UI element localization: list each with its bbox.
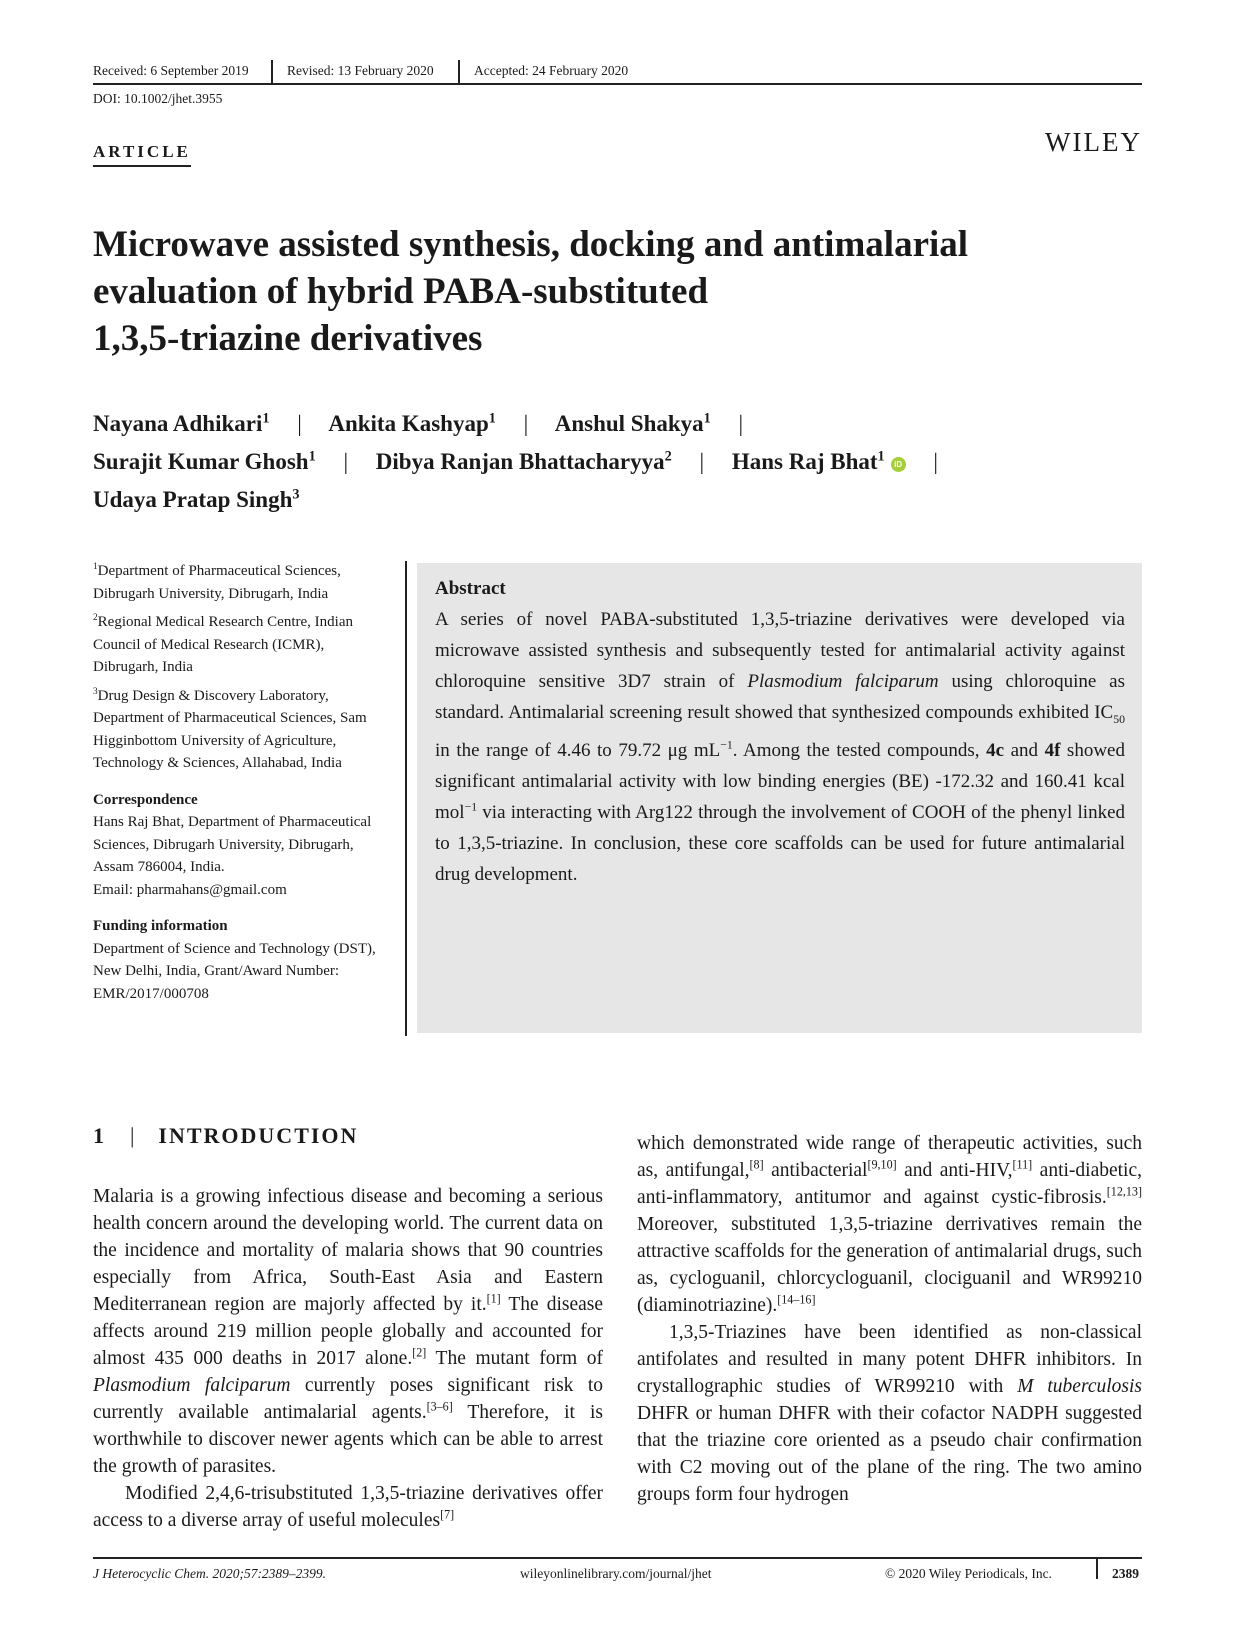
author-separator: | xyxy=(523,411,529,436)
header-rule xyxy=(93,83,1142,85)
article-title xyxy=(93,221,1143,362)
abstract-heading: Abstract xyxy=(435,578,506,599)
column-divider xyxy=(405,561,407,1036)
funding-text: Department of Science and Technology (DST), New Delhi, India, Grant/Award Number: EMR/2017/000708 xyxy=(93,940,376,1002)
footer-divider xyxy=(1096,1557,1098,1579)
citation-link[interactable]: [12,13] xyxy=(1106,1184,1142,1199)
affiliation: $^2$Regional Medical Research Centre, Indian Council of Medical Research (ICMR), Dibrugarh, India xyxy=(93,613,353,675)
orcid-icon[interactable]: iD xyxy=(891,457,906,472)
revised-date: Revised: 13 February 2020 xyxy=(287,63,434,78)
citation-link[interactable]: [3–6] xyxy=(426,1399,453,1414)
author-separator: | xyxy=(297,411,302,436)
paragraph: Modified 2,4,6-trisubstituted 1,3,5-triazine derivatives offer access to a diverse array of useful molecules[7] xyxy=(93,1483,603,1531)
funding-heading: Funding information xyxy=(93,918,228,934)
affiliation-marker: 1 xyxy=(877,448,885,465)
affiliations-column xyxy=(93,560,391,1005)
author-name[interactable]: Ankita Kashyap xyxy=(328,411,489,436)
author-separator: | xyxy=(933,449,939,474)
citation-link[interactable]: [8] xyxy=(749,1157,764,1172)
correspondence-heading: Correspondence xyxy=(93,791,198,808)
affiliation: $^3$Drug Design & Discovery Laboratory, Department of Pharmaceutical Sciences, Sam Higginbottom University of Agriculture, Technology & Sciences, Allahabad, India xyxy=(93,686,367,771)
title-line: Microwave assisted synthesis, docking and antimalarial xyxy=(93,224,969,265)
affiliation-marker: 1 xyxy=(262,410,270,427)
accepted-date: Accepted: 24 February 2020 xyxy=(474,63,629,78)
divider xyxy=(271,60,273,84)
affiliation-marker: 2 xyxy=(664,448,672,465)
correspondence-text: Hans Raj Bhat, Department of Pharmaceutical Sciences, Dibrugarh University, Dibrugarh, Assam 786004, India. xyxy=(93,814,372,875)
citation-link[interactable]: [11] xyxy=(1012,1157,1033,1172)
intro-left-column xyxy=(93,1183,603,1534)
journal-citation: J Heterocyclic Chem. 2020;57:2389–2399. xyxy=(93,1566,327,1581)
doi[interactable]: DOI: 10.1002/jhet.3955 xyxy=(93,91,223,106)
author-separator: | xyxy=(343,449,349,474)
publication-dates xyxy=(93,60,1142,84)
correspondence-email[interactable]: Email: pharmahans@gmail.com xyxy=(93,881,287,898)
affiliation-marker: 1 xyxy=(488,410,496,427)
paragraph: which demonstrated wide range of therapeutic activities, such as, antifungal,[8] antibacterial[9,10] and anti-HIV,[11] anti-diabetic, anti-inflammatory, antitumor and against cystic-fibrosis.[12,13] Moreover, substituted 1,3,5-triazine derrivatives remain the attractive scaffolds for the generation of antimalarial drugs, such as, cycloguanil, chlorcycloguanil, clociguanil and WR99210 (diaminotriazine).[14–16] xyxy=(637,1133,1143,1316)
section-heading: 1 | INTRODUCTION xyxy=(93,1123,359,1148)
journal-url[interactable]: wileyonlinelibrary.com/journal/jhet xyxy=(520,1566,712,1581)
divider xyxy=(458,60,460,84)
author-name[interactable]: Nayana Adhikari xyxy=(93,411,263,436)
citation-link[interactable]: [14–16] xyxy=(777,1292,816,1307)
paragraph: Malaria is a growing infectious disease and becoming a serious health concern around the developing world. The current data on the incidence and mortality of malaria shows that 90 countries especially from Africa, South-East Asia and Eastern Mediterranean region are majorly affected by it.[1] The disease affects around 219 million people globally and accounted for almost 435 000 deaths in 2017 alone.[2] The mutant form of Plasmodium falciparum currently poses significant risk to currently available antimalarial agents.[3–6] Therefore, it is worthwhile to discover newer agents which can be able to arrest the growth of parasites. xyxy=(93,1186,604,1477)
affiliation-marker: 1 xyxy=(308,448,316,465)
author-separator: | xyxy=(738,411,744,436)
author-name[interactable]: Anshul Shakya xyxy=(554,411,704,436)
abstract-text: A series of novel PABA-substituted 1,3,5-triazine derivatives were developed via microwave assisted synthesis and subsequently tested for antimalarial activity against chloroquine sensitive 3D7 strain of Plasmodium falciparum using chloroquine as standard. Antimalarial screening result showed that synthesized compounds exhibited $IC_{50}$ in the range of 4.46 to 79.72 μg $mL^{-1}$. Among the tested compounds, 4c and 4f showed significant antimalarial activity with low binding energies (BE) -172.32 and 160.41 kcal mol$^{-1}$ via interacting with Arg122 through the involvement of COOH of the phenyl linked to 1,3,5-triazine. In conclusion, these core scaffolds can be used for future antimalarial drug development. xyxy=(435,609,1125,885)
citation-link[interactable]: [2] xyxy=(412,1345,427,1360)
intro-right-column xyxy=(637,1130,1142,1508)
title-line: 1,3,5-triazine derivatives xyxy=(93,318,483,359)
author-name[interactable]: Dibya Ranjan Bhattacharyya xyxy=(375,449,665,474)
affiliation: $^1$Department of Pharmaceutical Sciences, Dibrugarh University, Dibrugarh, India xyxy=(93,562,341,602)
citation-link[interactable]: [1] xyxy=(486,1291,501,1306)
article-type-label: ARTICLE xyxy=(93,142,191,167)
paragraph: 1,3,5-Triazines have been identified as non-classical antifolates and resulted in many potent DHFR inhibitors. In crystallographic studies of WR99210 with M tuberculosis DHFR or human DHFR with their cofactor NADPH suggested that the triazine core oriented as a pseudo chair confirmation with C2 moving out of the plane of the ring. The two amino groups form four hydrogen xyxy=(637,1322,1142,1505)
page-number: 2389 xyxy=(1112,1566,1139,1581)
affiliation-marker: 3 xyxy=(292,486,300,503)
title-line: evaluation of hybrid PABA-substituted xyxy=(93,271,709,312)
copyright: © 2020 Wiley Periodicals, Inc. xyxy=(885,1566,1052,1581)
received-date: Received: 6 September 2019 xyxy=(93,63,249,78)
footer-rule xyxy=(93,1557,1142,1559)
author-name[interactable]: Udaya Pratap Singh xyxy=(93,487,293,512)
author-list xyxy=(93,405,1143,519)
author-name[interactable]: Hans Raj Bhat xyxy=(731,449,878,474)
author-name[interactable]: Surajit Kumar Ghosh xyxy=(93,449,309,474)
affiliation-marker: 1 xyxy=(703,410,711,427)
author-separator: | xyxy=(699,449,705,474)
citation-link[interactable]: [7] xyxy=(440,1507,455,1522)
publisher-logo: WILEY xyxy=(1045,127,1142,157)
citation-link[interactable]: [9,10] xyxy=(867,1157,897,1172)
